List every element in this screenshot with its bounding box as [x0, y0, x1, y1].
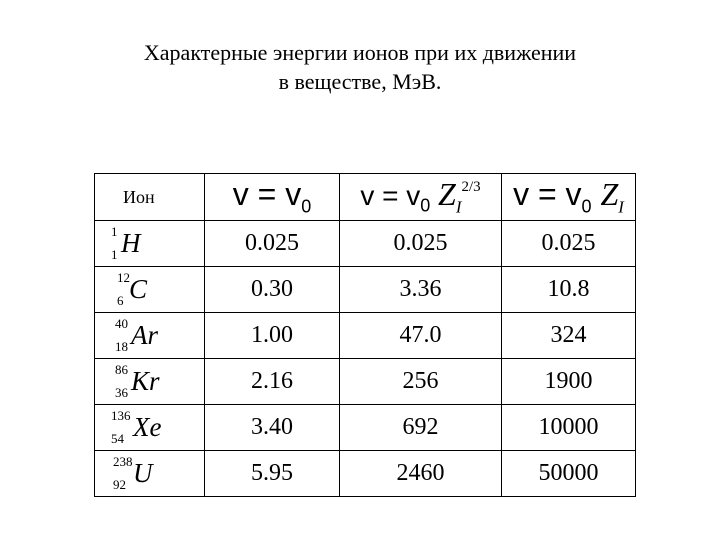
value-v0: 5.95: [205, 451, 340, 497]
value-v0-zi: 1900: [502, 359, 636, 405]
table-row: [95, 221, 636, 267]
formula-right-lhs: v = v: [513, 176, 582, 213]
ion-cell: [95, 451, 205, 497]
mass-number: 136: [111, 408, 131, 423]
formula-v0-zi-power: [360, 176, 481, 217]
formula-mid-lhs: v = v: [360, 180, 421, 212]
value-v0-zi: 10000: [502, 405, 636, 451]
atomic-number: 18: [115, 339, 128, 354]
formula-mid-sub: 0: [420, 195, 431, 216]
value-v0-zi-power: 3.36: [340, 267, 502, 313]
ion-cell: [95, 221, 205, 267]
atomic-number: 54: [111, 431, 124, 446]
value-v0: 0.025: [205, 221, 340, 267]
value-v0: 1.00: [205, 313, 340, 359]
formula-right-z-letter: Z: [600, 176, 619, 213]
value-v0-zi-power: 47.0: [340, 313, 502, 359]
title-line-2: в веществе, МэВ.: [278, 69, 442, 94]
mass-number: 40: [115, 316, 128, 331]
value-v0: 3.40: [205, 405, 340, 451]
mass-number: 1: [111, 224, 118, 239]
element-symbol: U: [133, 458, 153, 488]
formula-v0-sub: 0: [301, 196, 312, 217]
mass-number: 12: [117, 270, 130, 285]
page-title: [60, 38, 660, 96]
formula-mid-z-letter: Z: [438, 176, 456, 213]
table-row: [95, 267, 636, 313]
atomic-number: 6: [117, 293, 124, 308]
element-symbol: Xe: [133, 412, 162, 442]
value-v0-zi: 50000: [502, 451, 636, 497]
atomic-number: 92: [113, 477, 126, 492]
table-row: [95, 451, 636, 497]
header-formula-v0: [205, 174, 340, 221]
ion-cell: [95, 313, 205, 359]
value-v0-zi-power: 0.025: [340, 221, 502, 267]
element-symbol: H: [121, 228, 141, 258]
atomic-number: 36: [115, 385, 128, 400]
formula-right-z: [600, 176, 624, 217]
value-v0-zi: 10.8: [502, 267, 636, 313]
table-header-row: [95, 174, 636, 221]
value-v0-zi-power: 2460: [340, 451, 502, 497]
formula-right-sub: 0: [581, 196, 592, 217]
formula-mid-power: 2/3: [461, 178, 481, 195]
header-ion-label: Ион: [95, 174, 205, 221]
element-symbol: Ar: [131, 320, 158, 350]
value-v0-zi-power: 692: [340, 405, 502, 451]
formula-right-z-sub: I: [618, 197, 624, 217]
value-v0: 0.30: [205, 267, 340, 313]
table-row: [95, 313, 636, 359]
value-v0-zi: 0.025: [502, 221, 636, 267]
value-v0-zi: 324: [502, 313, 636, 359]
formula-mid-z-sub: I: [455, 197, 462, 217]
element-symbol: Kr: [131, 366, 160, 396]
atomic-number: 1: [111, 247, 118, 262]
value-v0-zi-power: 256: [340, 359, 502, 405]
value-v0: 2.16: [205, 359, 340, 405]
formula-v0-zi: [513, 176, 624, 217]
header-formula-v0-zi-two-thirds: [340, 174, 502, 221]
mass-number: 86: [115, 362, 128, 377]
element-symbol: C: [129, 274, 148, 304]
formula-mid-z: [438, 176, 462, 217]
formula-v0: [232, 176, 312, 217]
table-row: [95, 359, 636, 405]
header-formula-v0-zi: [502, 174, 636, 221]
ion-cell: [95, 267, 205, 313]
table-row: [95, 405, 636, 451]
ion-energy-table: [94, 173, 636, 497]
formula-v0-lhs: v = v: [232, 176, 302, 213]
ion-cell: [95, 405, 205, 451]
ion-cell: [95, 359, 205, 405]
mass-number: 238: [113, 454, 133, 469]
title-line-1: Характерные энергии ионов при их движении: [143, 40, 577, 65]
